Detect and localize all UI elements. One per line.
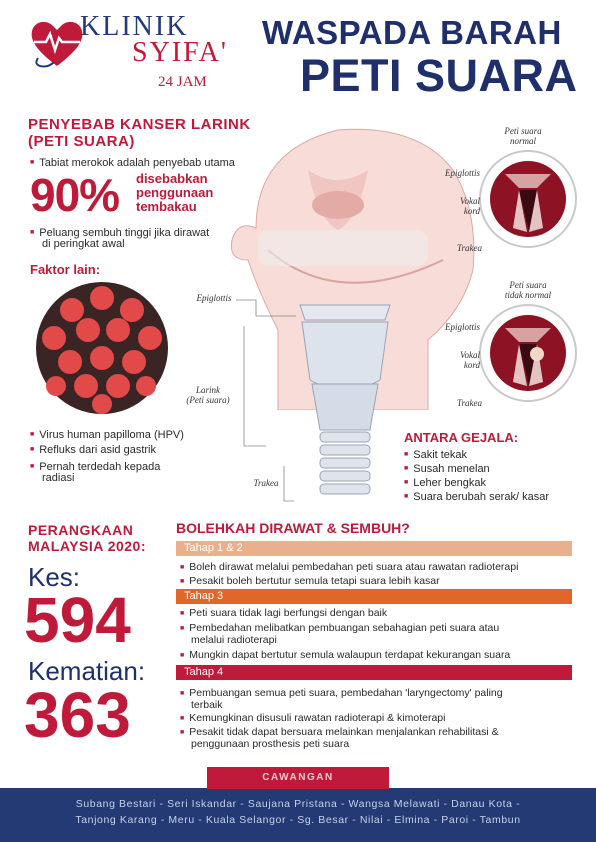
brand-hours: 24 JAM <box>158 74 207 90</box>
causes-bullet-smoking: ■ Tabiat merokok adalah penyebab utama <box>30 156 235 170</box>
heart-logo-icon <box>28 18 86 70</box>
label-larink-sub: (Peti suara) <box>186 395 230 405</box>
percent-text-3: tembakau <box>136 199 197 214</box>
normal-label-kord: kord <box>463 206 480 216</box>
label-trakea: Trakea <box>253 478 279 488</box>
stage-1-item-1: ■ Boleh dirawat melalui pembedahan peti suara atau rawatan radioterapi <box>180 561 580 574</box>
stage-1-item-2: ■ Pesakit boleh bertutur semula tetapi suara lebih kasar <box>180 575 580 588</box>
causes-heading: PENYEBAB KANSER LARINK <box>28 116 251 133</box>
factor-radiation-cont: radiasi <box>42 472 75 484</box>
deaths-value: 363 <box>24 679 131 751</box>
causes-bullet-early-cont: di peringkat awal <box>42 238 125 250</box>
percent-text-2: penggunaan <box>136 185 214 200</box>
stage-4-item-1: ■ Pembuangan semua peti suara, pembedahan 'laryngectomy' paling <box>180 687 580 700</box>
label-lines <box>236 296 306 506</box>
causes-bullet-early: ■ Peluang sembuh tinggi jika dirawat <box>30 226 209 240</box>
abnormal-label-kord: kord <box>463 360 480 370</box>
stage-4-item-2: ■ Kemungkinan disusuli rawatan radioterapi & kimoterapi <box>180 712 580 725</box>
normal-label-trakea: Trakea <box>456 243 482 253</box>
causes-heading-sub: (PETI SUARA) <box>28 133 135 150</box>
symptom-voice: ■ Suara berubah serak/ kasar <box>404 490 549 504</box>
stage-4-item-1-cont: terbaik <box>191 699 223 711</box>
stage-3-item-2: ■ Pembedahan melibatkan pembuangan sebahagian peti suara atau <box>180 622 580 635</box>
label-larink: Larink <box>195 385 220 395</box>
percent-text-1: disebabkan <box>136 171 208 186</box>
stage-3-bar: Tahap 3 <box>176 589 572 604</box>
branches-line-2: Tanjong Karang - Meru - Kuala Selangor - Sg. Besar - Nilai - Elmina - Paroi - Tambun <box>75 814 521 826</box>
cases-value: 594 <box>24 584 131 656</box>
symptom-neck: ■ Leher bengkak <box>404 476 486 490</box>
stats-heading: PERANGKAAN <box>28 522 134 538</box>
normal-label-vokal: Vokal <box>460 196 480 206</box>
cases-label: Kes: <box>28 562 81 592</box>
normal-title: Peti suara <box>504 126 542 136</box>
brand-name: KLINIK <box>80 11 189 42</box>
other-factors-heading: Faktor lain: <box>30 262 101 277</box>
stage-1-2-bar: Tahap 1 & 2 <box>176 541 572 556</box>
factor-reflux: ■ Refluks dari asid gastrik <box>30 443 156 457</box>
factor-radiation: ■ Pernah terdedah kepada <box>30 460 160 474</box>
larynx-diagram <box>290 300 400 500</box>
stage-3-item-3: ■ Mungkin dapat bertutur semula walaupun terdapat kekurangan suara <box>180 649 580 662</box>
stage-3-item-2-cont: melalui radioterapi <box>191 634 277 646</box>
stage-3-item-1: ■ Peti suara tidak lagi berfungsi dengan baik <box>180 607 580 620</box>
page-title-line1: WASPADA BARAH <box>262 14 562 51</box>
abnormal-label-trakea: Trakea <box>456 398 482 408</box>
symptoms-heading: ANTARA GEJALA: <box>404 430 519 445</box>
brand-name-second: SYIFA' <box>132 37 228 68</box>
branches-line-1: Subang Bestari - Seri Iskandar - Saujana Pristana - Wangsa Melawati - Danau Kota - <box>75 798 521 810</box>
virus-icon <box>32 278 172 418</box>
treatment-heading: BOLEHKAH DIRAWAT & SEMBUH? <box>176 520 410 536</box>
stats-heading-sub: MALAYSIA 2020: <box>28 538 147 554</box>
normal-title-sub: normal <box>509 136 536 146</box>
stage-4-item-3-cont: penggunaan prosthesis peti suara <box>191 738 350 750</box>
abnormal-label-vokal: Vokal <box>460 350 480 360</box>
factor-hpv: ■ Virus human papilloma (HPV) <box>30 428 184 442</box>
abnormal-title: Peti suara <box>509 280 547 290</box>
abnormal-label-epiglottis: Epiglottis <box>444 322 480 332</box>
label-epiglottis: Epiglottis <box>196 293 232 303</box>
symptom-sore-throat: ■ Sakit tekak <box>404 448 467 462</box>
abnormal-larynx-inset <box>477 302 579 404</box>
stage-4-bar: Tahap 4 <box>176 665 572 680</box>
stage-4-item-3: ■ Pesakit tidak dapat bersuara melainkan menjalankan rehabilitasi & <box>180 726 580 739</box>
deaths-label: Kematian: <box>28 656 146 686</box>
footer-branches <box>0 788 596 842</box>
normal-larynx-inset <box>477 148 579 250</box>
normal-label-epiglottis: Epiglottis <box>444 168 480 178</box>
branches-tab: CAWANGAN <box>207 767 389 789</box>
page-title-line2: PETI SUARA <box>300 50 578 101</box>
symptom-swallow: ■ Susah menelan <box>404 462 490 476</box>
abnormal-title-sub: tidak normal <box>504 290 552 300</box>
percent-value: 90% <box>30 169 120 221</box>
